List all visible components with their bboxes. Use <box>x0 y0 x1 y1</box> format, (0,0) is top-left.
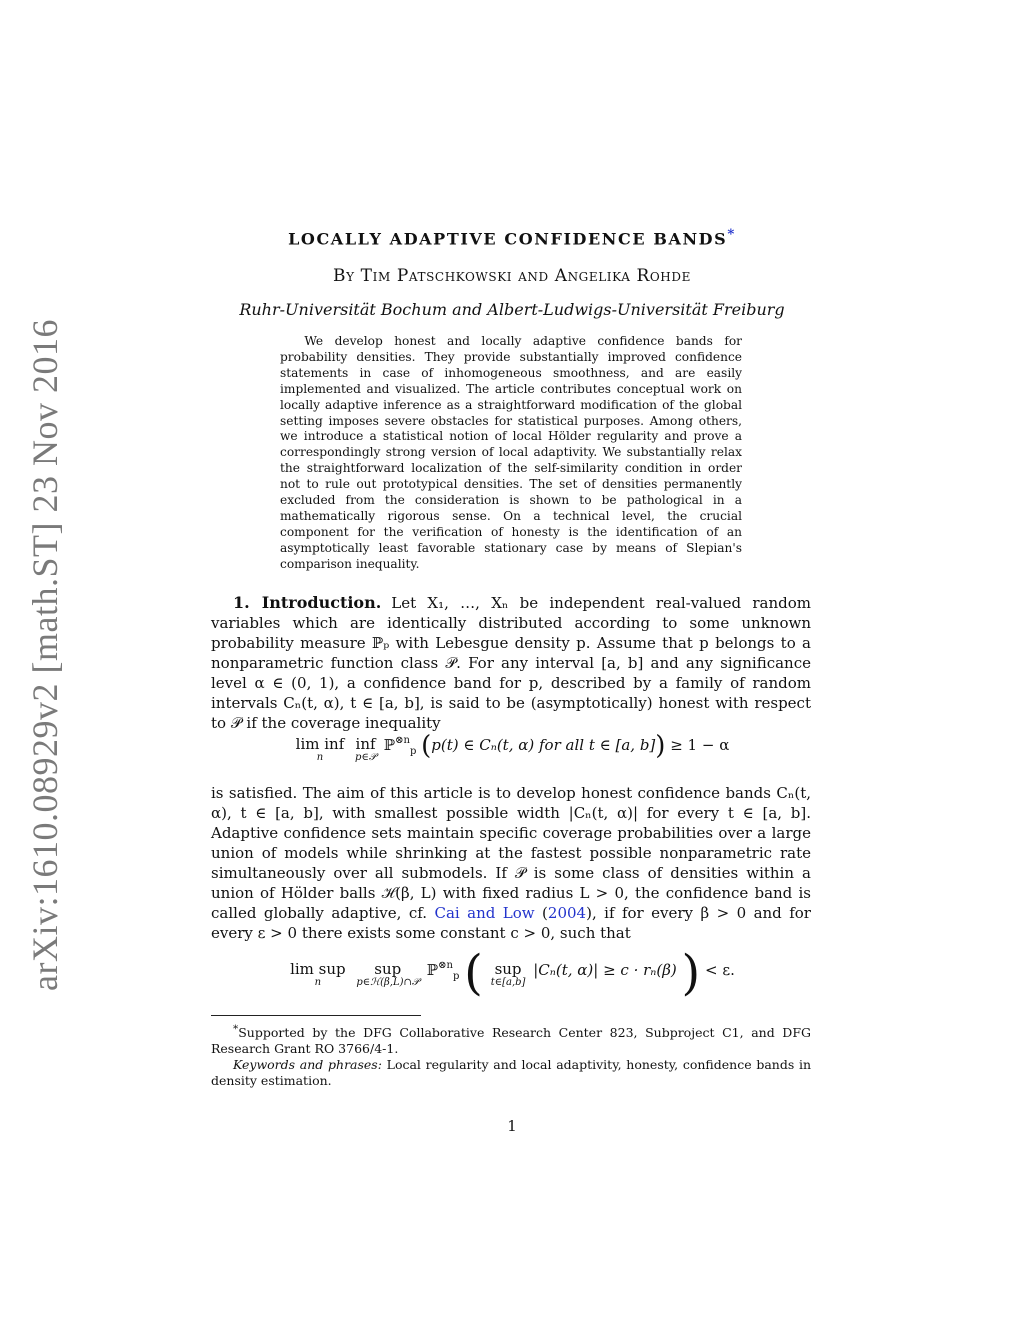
abstract: We develop honest and locally adaptive confidence bands for probability densities. They provide substantially improved confidence statements in case of inhomogeneous smoothness, and are easily implemented and visualized. The article contributes conceptual work on locally adaptive inference as a straightforward modification of the global setting imposes severe obstacles for statistical purposes. Among others, we introduce a statistical notion of local Hölder regularity and prove a correspondingly strong version of local adaptivity. We substantially relax the straightforward localization of the self-similarity condition in order not to rule out prototypical densities. The set of densities permanently excluded from the consideration is shown to be pathological in a mathematically rigorous sense. On a technical level, the crucial component for the verification of honesty is the identification of an asymptotically least favorable stationary case by means of Slepian's comparison inequality. <box>280 334 742 571</box>
citation-cai-low-year[interactable]: 2004 <box>547 904 587 922</box>
title-footnote-mark[interactable]: * <box>727 226 736 242</box>
footnote-funding <box>211 1021 811 1057</box>
section-heading: 1. Introduction. <box>233 593 382 612</box>
eq2-rhs: < ε. <box>705 961 735 979</box>
eq1-close-paren: ) <box>655 731 666 761</box>
eq1-inner: p(t) ∈ Cₙ(t, α) for all t ∈ [a, b] <box>431 736 656 754</box>
eq2-measure: ℙ$^{\otimes n}_p$ <box>426 960 460 982</box>
footnote-rule <box>211 1015 421 1016</box>
eq2-inner: |Cₙ(t, α)| ≥ c · rₙ(β) <box>533 961 677 979</box>
footnote-mark: * <box>233 1023 239 1035</box>
eq1-inf: inf p∈𝒫 <box>355 735 377 763</box>
introduction-paragraph-1 <box>211 593 811 733</box>
equation-coverage <box>211 731 811 763</box>
intro-paragraph-2-text-b: ), if for every β > 0 and for every ε > 0 there exists some constant c > 0, such that <box>211 904 811 942</box>
eq2-open-paren: ( <box>464 945 483 1001</box>
arxiv-sidebar-stamp <box>22 319 68 991</box>
footnote-keywords <box>211 1057 811 1089</box>
intro-paragraph-1-text: Let X₁, …, Xₙ be independent real-valued random variables which are identically distributed according to some unknown probability measure ℙₚ with Lebesgue density p. Assume that p belongs to a nonparametric function class 𝒫. For any interval [a, b] and any significance level α ∈ (0, 1), a confidence band for p, described by a family of random intervals Cₙ(t, α), t ∈ [a, b], is said to be (asymptotically) honest with respect to 𝒫 if the coverage inequality <box>211 594 811 732</box>
citation-open: ( <box>534 904 548 922</box>
author-line: By Tim Patschkowski and Angelika Rohde <box>333 266 691 286</box>
intro-paragraph-2-text-a: is satisfied. The aim of this article is to develop honest confidence bands Cₙ(t, α), t ∈ [a, b], with smallest possible width |Cₙ(t, α)| for every t ∈ [a, b]. Adaptive confidence sets maintain specific coverage probabilities over a large union of models while shrinking at the fastest possible nonparametric rate simultaneously over all submodels. If 𝒫 is some class of densities within a union of Hölder balls ℋ(β, L) with fixed radius L > 0, the confidence band is called globally adaptive, cf. <box>211 784 811 922</box>
eq2-inner-sup: sup t∈[a,b] <box>490 960 526 988</box>
paper-title <box>212 226 812 248</box>
citation-cai-low-authors[interactable]: Cai and Low <box>434 904 535 922</box>
keywords-text: Local regularity and local adaptivity, honesty, confidence bands in density estimation. <box>211 1057 812 1088</box>
page-number: 1 <box>507 1117 517 1135</box>
eq1-rhs: ≥ 1 − α <box>670 736 730 754</box>
eq2-sup: sup p∈ℋ(β,L)∩𝒫 <box>356 960 420 988</box>
equation-adaptivity <box>211 945 811 1001</box>
eq1-measure: ℙ$^{\otimes n}_p$ <box>383 735 417 757</box>
eq2-limsup: lim sup n <box>290 960 346 988</box>
eq1-open-paren: ( <box>421 731 432 761</box>
affiliation-line: Ruhr-Universität Bochum and Albert-Ludwigs-Universität Freiburg <box>239 300 785 319</box>
footnote-funding-text: Supported by the DFG Collaborative Research Center 823, Subproject C1, and DFG Research Grant RO 3766/4-1. <box>211 1025 811 1057</box>
arxiv-id-text: arXiv:1610.08929v2 [math.ST] 23 Nov 2016 <box>25 319 65 991</box>
introduction-paragraph-2 <box>211 783 811 943</box>
title-text: LOCALLY ADAPTIVE CONFIDENCE BANDS <box>288 229 728 249</box>
eq2-close-paren: ) <box>681 945 701 1001</box>
eq1-liminf: lim inf n <box>295 735 345 763</box>
keywords-label: Keywords and phrases: <box>233 1057 382 1072</box>
